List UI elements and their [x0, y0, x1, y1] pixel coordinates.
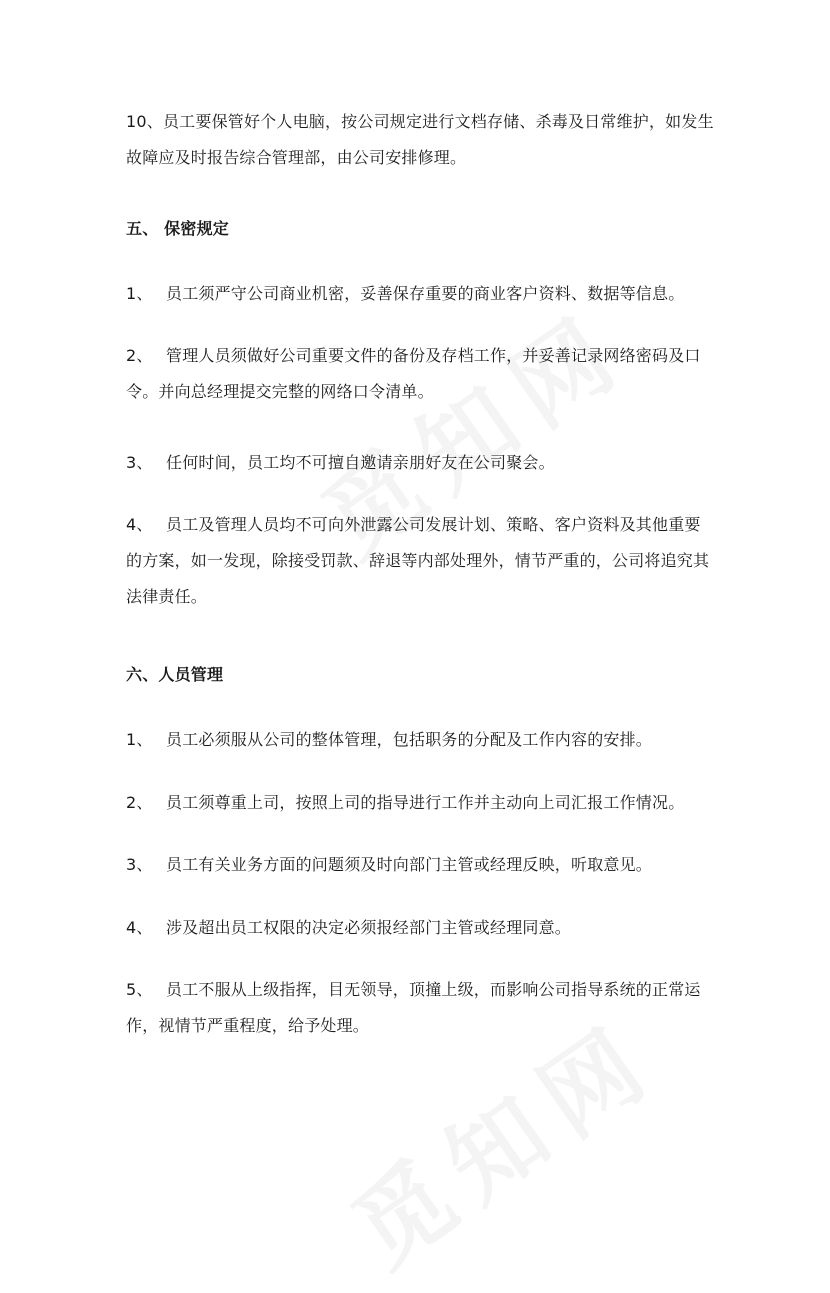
paragraph-number: 1、: [126, 730, 153, 749]
paragraph-3: [126, 847, 716, 883]
paragraph-number: 3、: [126, 855, 153, 874]
paragraph-number: 10、: [126, 112, 163, 131]
paragraph-text: 涉及超出员工权限的决定必须报经部门主管或经理同意。: [166, 918, 572, 937]
paragraph-2: [126, 785, 716, 821]
paragraph-text: 员工及管理人员均不可向外泄露公司发展计划、策略、客户资料及其他重要的方案，如一发现，除接受罚款、辞退等内部处理外，情节严重的，公司将追究其法律责任。: [126, 515, 710, 606]
paragraph-3: [126, 445, 716, 481]
paragraph-number: 4、: [126, 515, 153, 534]
paragraph-number: 4、: [126, 918, 153, 937]
section-heading-personnel: 六、人员管理: [126, 665, 224, 684]
paragraph-text: 员工要保管好个人电脑，按公司规定进行文档存储、杀毒及日常维护，如发生故障应及时报告综合管理部，由公司安排修理。: [126, 112, 714, 167]
paragraph-number: 5、: [126, 980, 153, 999]
paragraph-text: 员工必须服从公司的整体管理，包括职务的分配及工作内容的安排。: [166, 730, 653, 749]
paragraph-text: 员工有关业务方面的问题须及时向部门主管或经理反映，听取意见。: [166, 855, 653, 874]
paragraph-10: [126, 104, 716, 176]
paragraph-text: 任何时间，员工均不可擅自邀请亲朋好友在公司聚会。: [166, 453, 555, 472]
paragraph-2: [126, 338, 716, 410]
paragraph-number: 3、: [126, 453, 153, 472]
paragraph-text: 管理人员须做好公司重要文件的备份及存档工作，并妥善记录网络密码及口令。并向总经理提交完整的网络口令清单。: [126, 346, 701, 401]
paragraph-5: [126, 972, 716, 1044]
paragraph-text: 员工须尊重上司，按照上司的指导进行工作并主动向上司汇报工作情况。: [166, 793, 685, 812]
paragraph-number: 1、: [126, 284, 153, 303]
paragraph-number: 2、: [126, 793, 153, 812]
paragraph-number: 2、: [126, 346, 153, 365]
paragraph-text: 员工不服从上级指挥，目无领导，顶撞上级，而影响公司指导系统的正常运作，视情节严重程度，给予处理。: [126, 980, 701, 1035]
paragraph-text: 员工须严守公司商业机密，妥善保存重要的商业客户资料、数据等信息。: [166, 284, 685, 303]
paragraph-4: [126, 507, 716, 615]
paragraph-4: [126, 910, 716, 946]
paragraph-1: [126, 722, 716, 758]
section-heading-confidentiality: 五、 保密规定: [126, 219, 229, 238]
paragraph-1: [126, 276, 716, 312]
